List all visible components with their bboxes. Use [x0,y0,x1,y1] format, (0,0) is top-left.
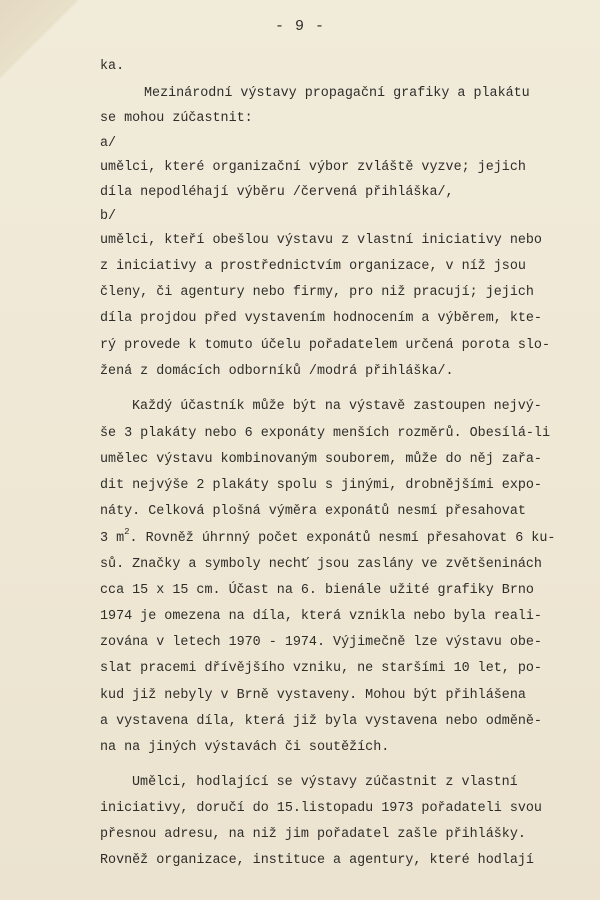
text-line: a/ [100,136,117,151]
text-line: z iniciativy a prostřednictvím organizace, v níž jsou [100,259,526,274]
text-line: žená z domácích odborníků /modrá přihláška/. [100,364,454,379]
text-line: iniciativy, doručí do 15.listopadu 1973 pořadateli svou [100,801,542,816]
superscript: 2 [124,527,130,537]
text-line: še 3 plakáty nebo 6 exponáty menších rozměrů. Obesílá-li [100,426,550,441]
text-line: umělec výstavu kombinovaným souborem, může do něj zařa- [100,452,542,467]
text-line-with-superscript [100,527,556,547]
text-line: Mezinárodní výstavy propagační grafiky a plakátu [144,86,530,101]
text-line: přesnou adresu, na niž jim pořadatel zašle přihlášky. [100,827,526,842]
text-line: umělci, které organizační výbor zvláště vyzve; jejich [100,160,526,175]
text-line: slat pracemi dřívějšího vzniku, ne staršími 10 let, po- [100,661,542,676]
page-number: - 9 - [274,18,325,35]
text-line: dit nejvýše 2 plakáty spolu s jinými, drobnějšími expo- [100,478,542,493]
text-line: na na jiných výstavách či soutěžích. [100,740,390,755]
text-line: díla projdou před vystavením hodnocením a výběrem, kte- [100,311,542,326]
text-line: se mohou zúčastnit: [100,111,253,126]
text-line: sů. Značky a symboly nechť jsou zaslány ve zvětšeninách [100,557,542,572]
text-line: náty. Celková plošná výměra exponátů nesmí přesahovat [100,504,526,519]
text-line: a vystavena díla, která již byla vystavena nebo odměně- [100,714,542,729]
text-line: Každý účastník může být na výstavě zastoupen nejvý- [132,399,542,414]
text-line: zována v letech 1970 - 1974. Výjimečně lze výstavu obe- [100,635,542,650]
text-line: kud již nebyly v Brně vystaveny. Mohou být přihlášena [100,688,526,703]
text-line: členy, či agentury nebo firmy, pro niž pracují; jejich [100,285,534,300]
text-line: Rovněž organizace, instituce a agentury, které hodlají [100,853,534,868]
area-value: 3 m [100,531,125,546]
folded-corner [0,0,80,80]
text-line: b/ [100,209,117,224]
line-rest: . Rovněž úhrnný počet exponátů nesmí přesahovat 6 ku- [129,531,556,546]
text-line: rý provede k tomuto účelu pořadatelem určená porota slo- [100,338,550,353]
text-line: 1974 je omezena na díla, která vznikla nebo byla reali- [100,609,542,624]
text-line: ka. [100,59,125,74]
text-line: díla nepodléhají výběru /červená přihláška/, [100,185,454,200]
text-line: Umělci, hodlající se výstavy zúčastnit z vlastní [132,775,518,790]
text-line: umělci, kteří obešlou výstavu z vlastní iniciativy nebo [100,233,542,248]
text-line: cca 15 x 15 cm. Účast na 6. bienále užité grafiky Brno [100,583,534,598]
